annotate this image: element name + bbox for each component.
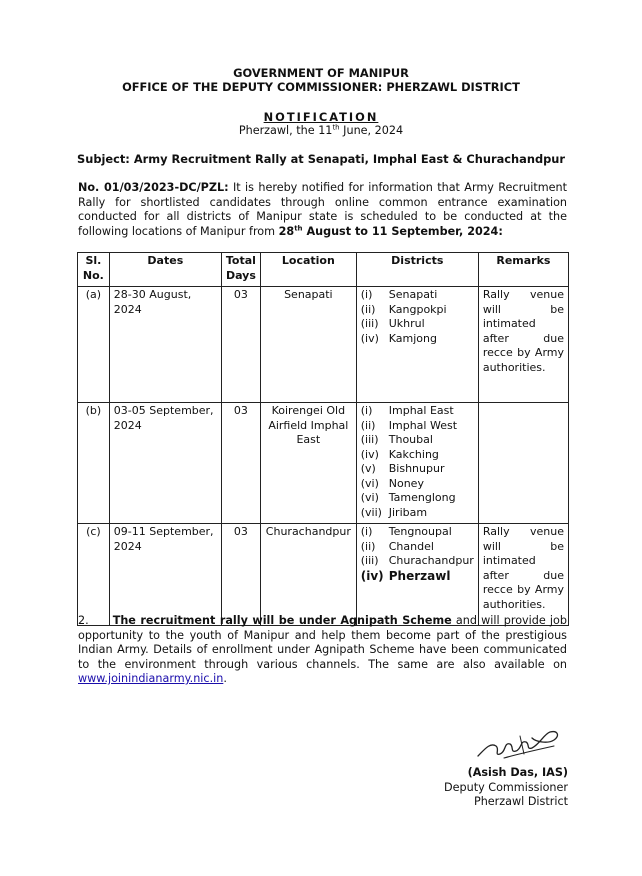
rally-date-range: 28th August to 11 September, 2024:	[278, 223, 503, 238]
row-days: 03	[221, 403, 260, 524]
district-item: (ii) Imphal West	[360, 418, 458, 432]
notification-heading	[0, 110, 642, 124]
reference-number: No. 01/03/2023-DC/PZL:	[78, 181, 229, 194]
row-dates: 09-11 September, 2024	[109, 524, 221, 626]
district-item: (iv) Kakching	[360, 447, 439, 461]
signature-scribble	[474, 720, 564, 764]
col-remarks: Remarks	[478, 253, 568, 287]
col-location: Location	[260, 253, 356, 287]
row-dates: 03-05 September, 2024	[109, 403, 221, 524]
district-item-highlighted: (iv) Pherzawl	[360, 568, 451, 583]
subject-line: Subject: Army Recruitment Rally at Senapati, Imphal East & Churachandpur	[77, 152, 565, 166]
table-header-row	[78, 253, 569, 287]
signatory-block	[444, 766, 568, 810]
government-title: GOVERNMENT OF MANIPUR	[233, 66, 409, 80]
row-sl: (a)	[78, 287, 110, 403]
table-row	[78, 524, 569, 626]
district-item: (v) Bishnupur	[360, 462, 445, 475]
row-location: Senapati	[260, 287, 356, 403]
district-item: (iii) Thoubal	[360, 433, 433, 446]
district-item: (iii) Churachandpur	[360, 554, 474, 567]
col-sl-no: Sl. No.	[78, 253, 110, 287]
office-title: OFFICE OF THE DEPUTY COMMISSIONER: PHERZAWL DISTRICT	[122, 80, 520, 94]
signatory-name: (Asish Das, IAS)	[467, 766, 568, 779]
signatory-designation: Deputy Commissioner	[444, 780, 568, 794]
row-districts	[356, 403, 478, 524]
district-item: (i) Senapati	[360, 288, 438, 301]
district-item: (vi) Noney	[360, 476, 424, 490]
row-days: 03	[221, 287, 260, 403]
row-remarks: Rally venue will be intimated after due recce by Army authorities.	[478, 287, 568, 403]
letterhead	[0, 66, 642, 94]
join-indian-army-link[interactable]: www.joinindianarmy.nic.in	[78, 672, 224, 685]
district-item: (iii) Ukhrul	[360, 317, 425, 330]
district-item: (i) Tengnoupal	[360, 525, 452, 538]
col-dates: Dates	[109, 253, 221, 287]
row-remarks	[478, 403, 568, 524]
agnipath-statement: The recruitment rally will be under Agnipath Scheme	[112, 614, 452, 627]
agnipath-paragraph: 2. The recruitment rally will be under Agnipath Scheme and will provide job opportunity to the youth of Manipur and help them become part of the prestigious Indian Army. Details of enrollment under Agnipath Scheme have been communicated to the environment through various channels. The same are also available on www.joinindianarmy.nic.in.	[78, 614, 567, 685]
col-districts: Districts	[356, 253, 478, 287]
row-location: Churachandpur	[260, 524, 356, 626]
intro-paragraph: No. 01/03/2023-DC/PZL: It is hereby notified for information that Army Recruitment Rally for shortlisted candidates through online common entrance examination conducted for all districts of Manipur state is scheduled to be conducted at the following locations of Manipur from 28th August to 11 September, 2024:	[78, 181, 568, 238]
paragraph-number: 2.	[78, 614, 89, 627]
district-item: (i) Imphal East	[360, 404, 454, 417]
row-days: 03	[221, 524, 260, 626]
district-item: (ii) Kangpokpi	[360, 302, 447, 316]
row-dates: 28-30 August, 2024	[109, 287, 221, 403]
row-districts	[356, 287, 478, 403]
row-remarks: Rally venue will be intimated after due recce by Army authorities.	[478, 524, 568, 626]
district-item: (iv) Kamjong	[360, 331, 437, 345]
row-sl: (b)	[78, 403, 110, 524]
rally-schedule-table	[77, 252, 569, 626]
table-row	[78, 287, 569, 403]
row-sl: (c)	[78, 524, 110, 626]
row-districts	[356, 524, 478, 626]
col-total-days: Total Days	[221, 253, 260, 287]
row-location: Koirengei Old Airfield Imphal East	[260, 403, 356, 524]
signatory-district: Pherzawl District	[473, 795, 568, 808]
place-date: Pherzawl, the 11th June, 2024	[238, 123, 404, 137]
district-item: (vii) Jiribam	[360, 505, 428, 519]
table-row	[78, 403, 569, 524]
notification-title: NOTIFICATION	[263, 110, 379, 124]
district-item: (ii) Chandel	[360, 539, 434, 553]
district-item: (vi) Tamenglong	[360, 491, 456, 504]
